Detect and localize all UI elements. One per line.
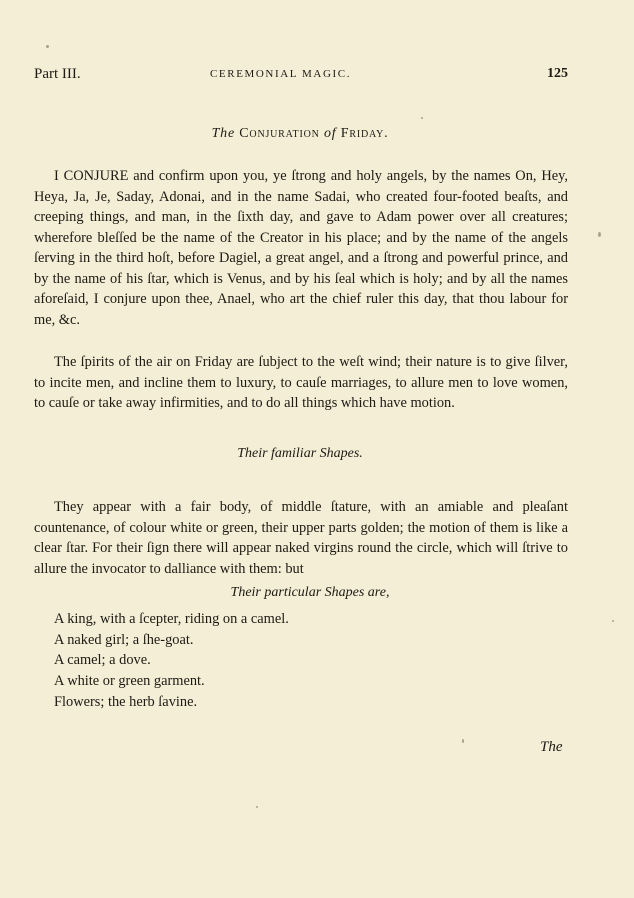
page-speck [256, 806, 258, 808]
title-the: The [211, 126, 235, 141]
section-title: CEREMONIAL MAGIC. [210, 68, 352, 80]
title-of: of [323, 126, 337, 141]
list-item: A king, with a ſcepter, riding on a camel. [54, 611, 289, 627]
title-friday: Friday. [340, 126, 389, 141]
spirits-paragraph: The ſpirits of the air on Friday are ſubject to the weſt wind; their nature is to give ſilver, to incite men, and incline them to luxury, to cauſe marriages, to allure men to love women, to cauſe or take away infirmities, and to do all things which have motion. [34, 354, 568, 411]
list-item: A camel; a dove. [54, 652, 151, 669]
page-speck [421, 117, 423, 119]
page-number: 125 [547, 66, 568, 81]
particular-shapes-list [54, 609, 454, 713]
particular-shapes-heading: Their particular Shapes are, [230, 585, 390, 600]
page-speck [612, 620, 614, 622]
list-item: Flowers; the herb ſavine. [54, 693, 198, 710]
conjuration-paragraph: I CONJURE and confirm upon you, ye ſtrong and holy angels, by the names On, Hey, Heya, Ja, Je, Saday, Adonai, and in the name Sadai, who created four-footed beaſts, and creeping things, and man, in the ſixth day, and gave to Adam power over all creatures; wherefore bleſſed be the name of the Creator in his place; and by the name of the angels ſerving in the third hoſt, before Dagiel, a great angel, and a ſtrong and powerful prince, and by the name of his ſtar, which is Venus, and by his ſeal which is holy; and by all the names aforeſaid, I conjure upon thee, Anael, who art the chief ruler this day, that thou labour for me, &c. [34, 168, 568, 328]
list-item: A white or green garment. [54, 673, 205, 690]
page-speck [598, 232, 601, 237]
list-item: A naked girl; a ſhe-goat. [54, 631, 194, 648]
title-conjuration: Conjuration [239, 126, 320, 141]
catchword: The [540, 739, 563, 755]
page-speck [462, 739, 464, 743]
part-label: Part III. [34, 66, 81, 82]
running-head [34, 66, 568, 86]
chapter-title [0, 126, 600, 142]
page-speck [46, 45, 49, 48]
familiar-shapes-paragraph: They appear with a fair body, of middle ſtature, with an amiable and pleaſant countenance, of colour white or green, their upper parts golden; the motion of them is like a clear ſtar. For their ſign there will appear naked virgins round the circle, which will ſtrive to allure the invocator to dalliance with them: but [34, 499, 568, 577]
familiar-shapes-heading: Their familiar Shapes. [237, 446, 363, 461]
